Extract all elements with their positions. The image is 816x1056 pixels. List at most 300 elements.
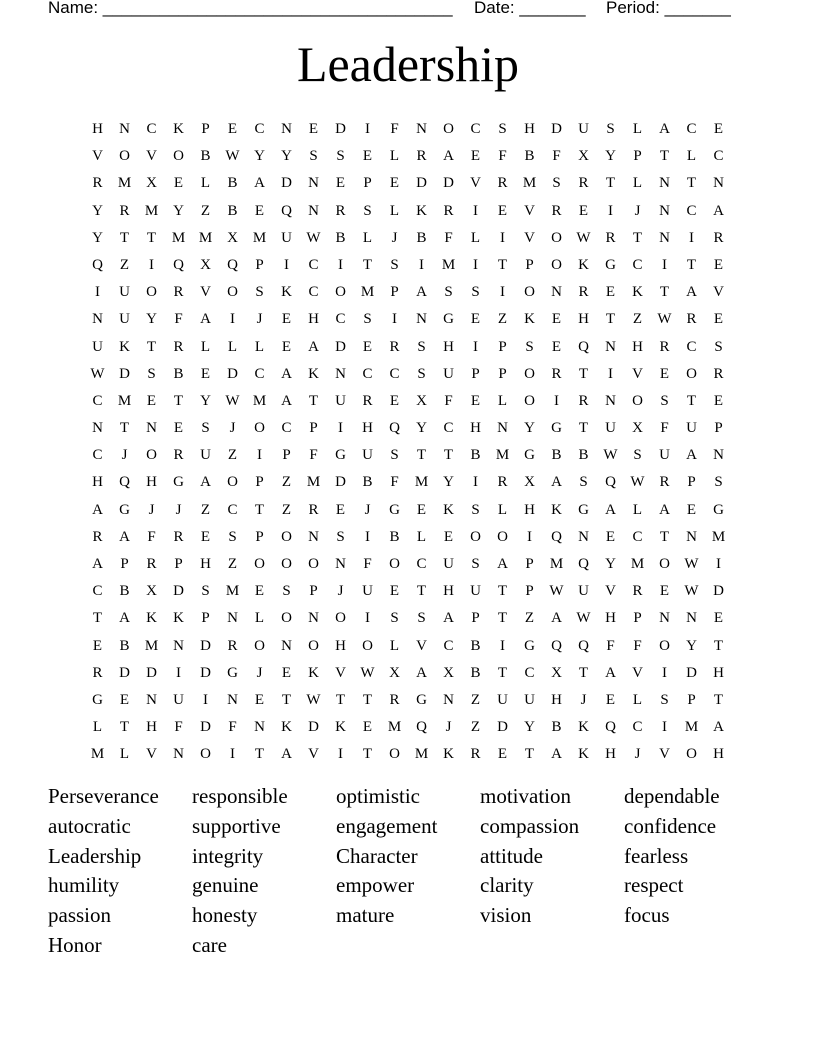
grid-letter: N [335, 556, 346, 572]
grid-letter: I [473, 256, 478, 273]
grid-letter: Q [578, 338, 589, 355]
grid-letter: O [227, 474, 238, 491]
grid-letter: R [605, 229, 616, 246]
grid-letter: C [335, 311, 346, 328]
grid-letter: K [524, 311, 535, 328]
grid-letter: E [362, 338, 373, 355]
grid-letter: N [227, 610, 238, 627]
grid-letter: Q [119, 474, 130, 491]
grid-letter: O [497, 528, 508, 545]
grid-letter: H [146, 474, 157, 491]
grid-letter: O [551, 229, 562, 246]
page-title: Leadership [296, 36, 520, 92]
grid-letter: A [92, 556, 103, 572]
grid-letter: J [148, 501, 155, 518]
grid-row [84, 225, 732, 252]
grid-letter: H [605, 610, 616, 627]
grid-letter: L [254, 338, 265, 355]
grid-letter: S [363, 202, 372, 219]
grid-letter: E [416, 501, 427, 518]
grid-letter: S [471, 501, 480, 518]
grid-letter: W [684, 556, 699, 572]
grid-letter: V [659, 746, 670, 763]
grid-letter: P [255, 256, 264, 273]
grid-letter: E [605, 691, 616, 708]
grid-letter: K [173, 610, 184, 627]
grid-letter: T [605, 175, 616, 192]
grid-letter: X [524, 474, 535, 491]
grid-letter: J [634, 746, 641, 763]
grid-letter: N [551, 284, 562, 301]
grid-letter: S [282, 583, 291, 600]
grid-letter: N [713, 175, 724, 192]
grid-letter: S [147, 365, 156, 382]
grid-letter: M [144, 202, 159, 219]
grid-letter: G [578, 501, 589, 518]
grid-letter: H [524, 121, 535, 137]
grid-letter: C [443, 420, 454, 437]
grid-letter: D [119, 664, 130, 681]
grid-letter: S [660, 392, 669, 409]
grid-letter: O [524, 365, 535, 382]
grid-letter: O [335, 610, 346, 627]
grid-letter: M [360, 284, 375, 301]
grid-letter: P [255, 474, 264, 491]
grid-letter: A [551, 474, 562, 491]
grid-letter: L [632, 175, 643, 192]
grid-letter: H [524, 501, 535, 518]
grid-row [84, 687, 732, 714]
grid-letter: A [686, 284, 697, 301]
grid-letter: P [120, 556, 129, 572]
grid-letter: T [281, 691, 292, 708]
word-list-item: mature [336, 903, 395, 928]
grid-letter: Y [200, 392, 211, 409]
grid-letter: C [713, 148, 724, 165]
grid-letter: P [174, 556, 183, 572]
grid-letter: M [630, 556, 645, 572]
grid-letter: K [578, 256, 589, 273]
word-search-grid [84, 116, 732, 769]
grid-letter: U [281, 229, 292, 246]
grid-letter: H [713, 664, 724, 681]
grid-letter: R [173, 528, 184, 545]
grid-letter: N [254, 719, 265, 736]
grid-letter: N [686, 610, 697, 627]
grid-letter: F [606, 637, 615, 654]
grid-letter: N [146, 420, 157, 437]
grid-letter: E [146, 392, 157, 409]
grid-letter: D [497, 719, 508, 736]
grid-letter: X [416, 392, 427, 409]
grid-letter: A [254, 175, 265, 192]
grid-letter: M [252, 229, 267, 246]
grid-letter: R [686, 311, 697, 328]
grid-letter: I [203, 691, 208, 708]
grid-letter: Q [605, 719, 616, 736]
grid-letter: G [92, 691, 103, 708]
grid-letter: U [659, 447, 670, 464]
grid-letter: Y [605, 556, 616, 572]
grid-letter: T [173, 392, 184, 409]
grid-letter: G [227, 664, 238, 681]
grid-letter: O [281, 556, 292, 572]
grid-letter: D [416, 175, 427, 192]
grid-letter: U [119, 311, 130, 328]
grid-letter: V [524, 229, 535, 246]
grid-letter: S [309, 148, 318, 165]
grid-letter: E [389, 392, 400, 409]
grid-letter: T [254, 746, 265, 763]
grid-letter: E [713, 392, 724, 409]
grid-letter: F [660, 420, 669, 437]
grid-letter: B [470, 447, 481, 464]
grid-letter: D [686, 664, 697, 681]
grid-letter: U [200, 447, 211, 464]
grid-letter: Z [227, 556, 238, 572]
grid-letter: L [254, 610, 265, 627]
grid-letter: K [308, 365, 319, 382]
grid-row [84, 388, 732, 415]
grid-letter: Q [416, 719, 427, 736]
grid-letter: V [335, 664, 346, 681]
grid-letter: W [549, 583, 564, 600]
grid-letter: E [605, 284, 616, 301]
grid-letter: W [306, 691, 321, 708]
grid-letter: F [363, 556, 372, 572]
grid-row [84, 469, 732, 496]
grid-letter: S [201, 583, 210, 600]
grid-letter: O [254, 420, 265, 437]
grid-letter: R [335, 202, 346, 219]
grid-letter: I [689, 229, 694, 246]
grid-letter: V [470, 175, 481, 192]
grid-letter: V [713, 284, 724, 301]
grid-letter: H [470, 420, 481, 437]
grid-letter: S [633, 447, 642, 464]
word-list-item: focus [624, 903, 670, 928]
grid-letter: A [308, 338, 319, 355]
grid-letter: V [416, 637, 427, 654]
grid-letter: R [173, 338, 184, 355]
grid-letter: M [252, 392, 267, 409]
grid-letter: P [363, 175, 372, 192]
grid-letter: D [308, 719, 319, 736]
grid-letter: O [659, 556, 670, 572]
grid-letter: T [605, 311, 616, 328]
grid-letter: T [416, 583, 427, 600]
grid-letter: A [416, 284, 427, 301]
grid-letter: D [281, 175, 292, 192]
grid-letter: Q [605, 474, 616, 491]
grid-letter: C [632, 719, 643, 736]
grid-letter: M [117, 175, 132, 192]
grid-letter: J [634, 202, 641, 219]
grid-letter: T [578, 365, 589, 382]
grid-letter: H [335, 637, 346, 654]
grid-row [84, 524, 732, 551]
grid-letter: W [657, 311, 672, 328]
grid-letter: Z [524, 610, 535, 627]
grid-letter: F [444, 229, 453, 246]
grid-letter: I [662, 719, 667, 736]
grid-letter: D [146, 664, 157, 681]
grid-letter: F [174, 311, 183, 328]
grid-letter: B [200, 148, 211, 165]
grid-letter: N [335, 365, 346, 382]
grid-letter: S [390, 610, 399, 627]
grid-letter: I [716, 556, 721, 572]
grid-letter: T [308, 392, 319, 409]
grid-letter: D [119, 365, 130, 382]
grid-letter: J [580, 691, 587, 708]
name-field-label: Name: _____________________________________ [48, 0, 453, 17]
grid-letter: D [335, 474, 346, 491]
grid-letter: C [92, 392, 103, 409]
grid-letter: P [471, 365, 480, 382]
grid-letter: T [254, 501, 265, 518]
grid-letter: K [308, 664, 319, 681]
grid-letter: L [92, 719, 103, 736]
grid-letter: E [200, 365, 211, 382]
grid-letter: T [362, 691, 373, 708]
grid-letter: N [686, 528, 697, 545]
grid-letter: I [392, 311, 397, 328]
grid-letter: Y [146, 311, 157, 328]
grid-letter: R [362, 392, 373, 409]
grid-letter: R [92, 175, 103, 192]
grid-letter: A [659, 501, 670, 518]
grid-letter: C [632, 528, 643, 545]
grid-letter: U [497, 691, 508, 708]
grid-letter: Y [92, 229, 103, 246]
grid-letter: U [335, 392, 346, 409]
grid-row [84, 741, 732, 768]
grid-letter: I [338, 746, 343, 763]
grid-letter: N [443, 691, 454, 708]
grid-letter: Q [227, 256, 238, 273]
grid-letter: M [90, 746, 105, 763]
grid-letter: R [92, 664, 103, 681]
grid-letter: E [119, 691, 130, 708]
grid-letter: G [524, 447, 535, 464]
grid-letter: S [660, 691, 669, 708]
grid-letter: C [686, 338, 697, 355]
grid-letter: I [473, 202, 478, 219]
grid-letter: M [414, 474, 429, 491]
grid-letter: T [497, 610, 508, 627]
grid-letter: N [146, 691, 157, 708]
grid-letter: E [713, 610, 724, 627]
grid-letter: P [714, 420, 723, 437]
grid-letter: J [337, 583, 344, 600]
grid-letter: E [659, 365, 670, 382]
word-list-item: engagement [336, 813, 438, 838]
grid-letter: A [119, 610, 130, 627]
word-list-item: fearless [624, 843, 689, 868]
grid-letter: I [149, 256, 154, 273]
grid-letter: L [227, 338, 238, 355]
grid-letter: W [90, 365, 105, 382]
grid-letter: R [713, 229, 724, 246]
grid-letter: C [254, 365, 265, 382]
grid-letter: C [362, 365, 373, 382]
grid-letter: O [173, 148, 184, 165]
grid-letter: G [524, 637, 535, 654]
grid-letter: B [551, 719, 562, 736]
grid-row [84, 714, 732, 741]
grid-letter: R [551, 202, 562, 219]
grid-letter: S [228, 528, 237, 545]
word-list [48, 782, 788, 961]
grid-letter: E [551, 311, 562, 328]
grid-letter: N [308, 175, 319, 192]
grid-letter: K [443, 746, 454, 763]
grid-letter: Y [524, 719, 535, 736]
grid-row [84, 279, 732, 306]
grid-letter: U [578, 121, 589, 137]
grid-letter: F [552, 148, 561, 165]
grid-letter: Z [497, 311, 508, 328]
grid-letter: O [200, 746, 211, 763]
grid-letter: S [363, 311, 372, 328]
grid-letter: M [495, 447, 510, 464]
grid-letter: G [443, 311, 454, 328]
grid-letter: Q [281, 202, 292, 219]
grid-letter: K [632, 284, 643, 301]
grid-letter: Z [119, 256, 130, 273]
grid-letter: T [497, 583, 508, 600]
grid-letter: G [119, 501, 130, 518]
grid-letter: A [443, 610, 454, 627]
grid-letter: N [659, 202, 670, 219]
grid-letter: T [713, 691, 724, 708]
grid-letter: M [117, 392, 132, 409]
grid-letter: P [498, 338, 507, 355]
grid-letter: D [200, 719, 211, 736]
grid-letter: O [659, 637, 670, 654]
grid-letter: I [608, 202, 613, 219]
grid-letter: T [119, 229, 130, 246]
grid-letter: D [335, 121, 346, 137]
grid-letter: C [281, 420, 292, 437]
grid-letter: H [92, 121, 103, 137]
grid-letter: T [92, 610, 103, 627]
grid-letter: I [365, 610, 370, 627]
word-list-item: Character [336, 843, 418, 868]
grid-letter: P [687, 474, 696, 491]
grid-letter: N [227, 691, 238, 708]
grid-letter: P [309, 420, 318, 437]
grid-letter: E [308, 121, 319, 137]
grid-letter: S [552, 175, 561, 192]
grid-letter: G [335, 447, 346, 464]
grid-letter: C [254, 121, 265, 137]
grid-row [84, 660, 732, 687]
grid-letter: R [119, 202, 130, 219]
grid-letter: I [608, 365, 613, 382]
grid-letter: A [497, 556, 508, 572]
grid-letter: D [200, 664, 211, 681]
grid-letter: P [471, 610, 480, 627]
grid-letter: S [444, 284, 453, 301]
grid-letter: J [445, 719, 452, 736]
grid-letter: L [632, 121, 643, 137]
grid-letter: Z [470, 691, 481, 708]
grid-letter: A [416, 664, 427, 681]
grid-row [84, 578, 732, 605]
grid-letter: N [605, 392, 616, 409]
grid-letter: R [632, 583, 643, 600]
grid-letter: L [416, 528, 427, 545]
grid-letter: Y [686, 637, 697, 654]
grid-letter: F [228, 719, 237, 736]
grid-letter: W [576, 610, 591, 627]
grid-letter: J [121, 447, 128, 464]
grid-letter: N [281, 121, 292, 137]
grid-letter: C [686, 202, 697, 219]
grid-letter: T [659, 284, 670, 301]
grid-letter: X [443, 664, 454, 681]
word-list-item: Perseverance [48, 784, 159, 808]
grid-letter: P [633, 148, 642, 165]
grid-letter: K [146, 610, 157, 627]
grid-letter: K [578, 719, 589, 736]
grid-letter: H [551, 691, 562, 708]
grid-letter: C [308, 284, 319, 301]
grid-letter: X [146, 583, 157, 600]
grid-letter: J [229, 420, 236, 437]
grid-letter: W [225, 392, 240, 409]
grid-letter: O [281, 610, 292, 627]
grid-letter: D [335, 338, 346, 355]
grid-letter: S [498, 121, 507, 137]
period-field-label: Period: _______ [606, 0, 731, 17]
grid-letter: E [281, 664, 292, 681]
grid-letter: S [714, 338, 723, 355]
grid-letter: I [662, 256, 667, 273]
grid-letter: M [387, 719, 402, 736]
grid-letter: B [173, 365, 184, 382]
grid-letter: R [659, 474, 670, 491]
grid-letter: W [603, 447, 618, 464]
grid-letter: L [389, 148, 400, 165]
grid-letter: P [390, 284, 399, 301]
grid-row [84, 334, 732, 361]
grid-letter: Z [632, 311, 643, 328]
grid-letter: N [659, 610, 670, 627]
grid-letter: H [146, 719, 157, 736]
grid-letter: C [92, 583, 103, 600]
grid-letter: S [471, 284, 480, 301]
grid-letter: A [200, 311, 211, 328]
grid-letter: T [362, 256, 373, 273]
grid-letter: S [417, 338, 426, 355]
grid-letter: H [713, 746, 724, 763]
grid-letter: X [578, 148, 589, 165]
grid-letter: B [470, 664, 481, 681]
word-list-item: motivation [480, 784, 571, 808]
grid-letter: Y [92, 202, 103, 219]
grid-letter: U [362, 583, 373, 600]
grid-letter: A [659, 121, 670, 137]
grid-letter: T [632, 229, 643, 246]
grid-letter: S [255, 284, 264, 301]
grid-letter: Q [389, 420, 400, 437]
grid-letter: T [362, 746, 373, 763]
grid-letter: N [281, 637, 292, 654]
grid-letter: F [444, 392, 453, 409]
